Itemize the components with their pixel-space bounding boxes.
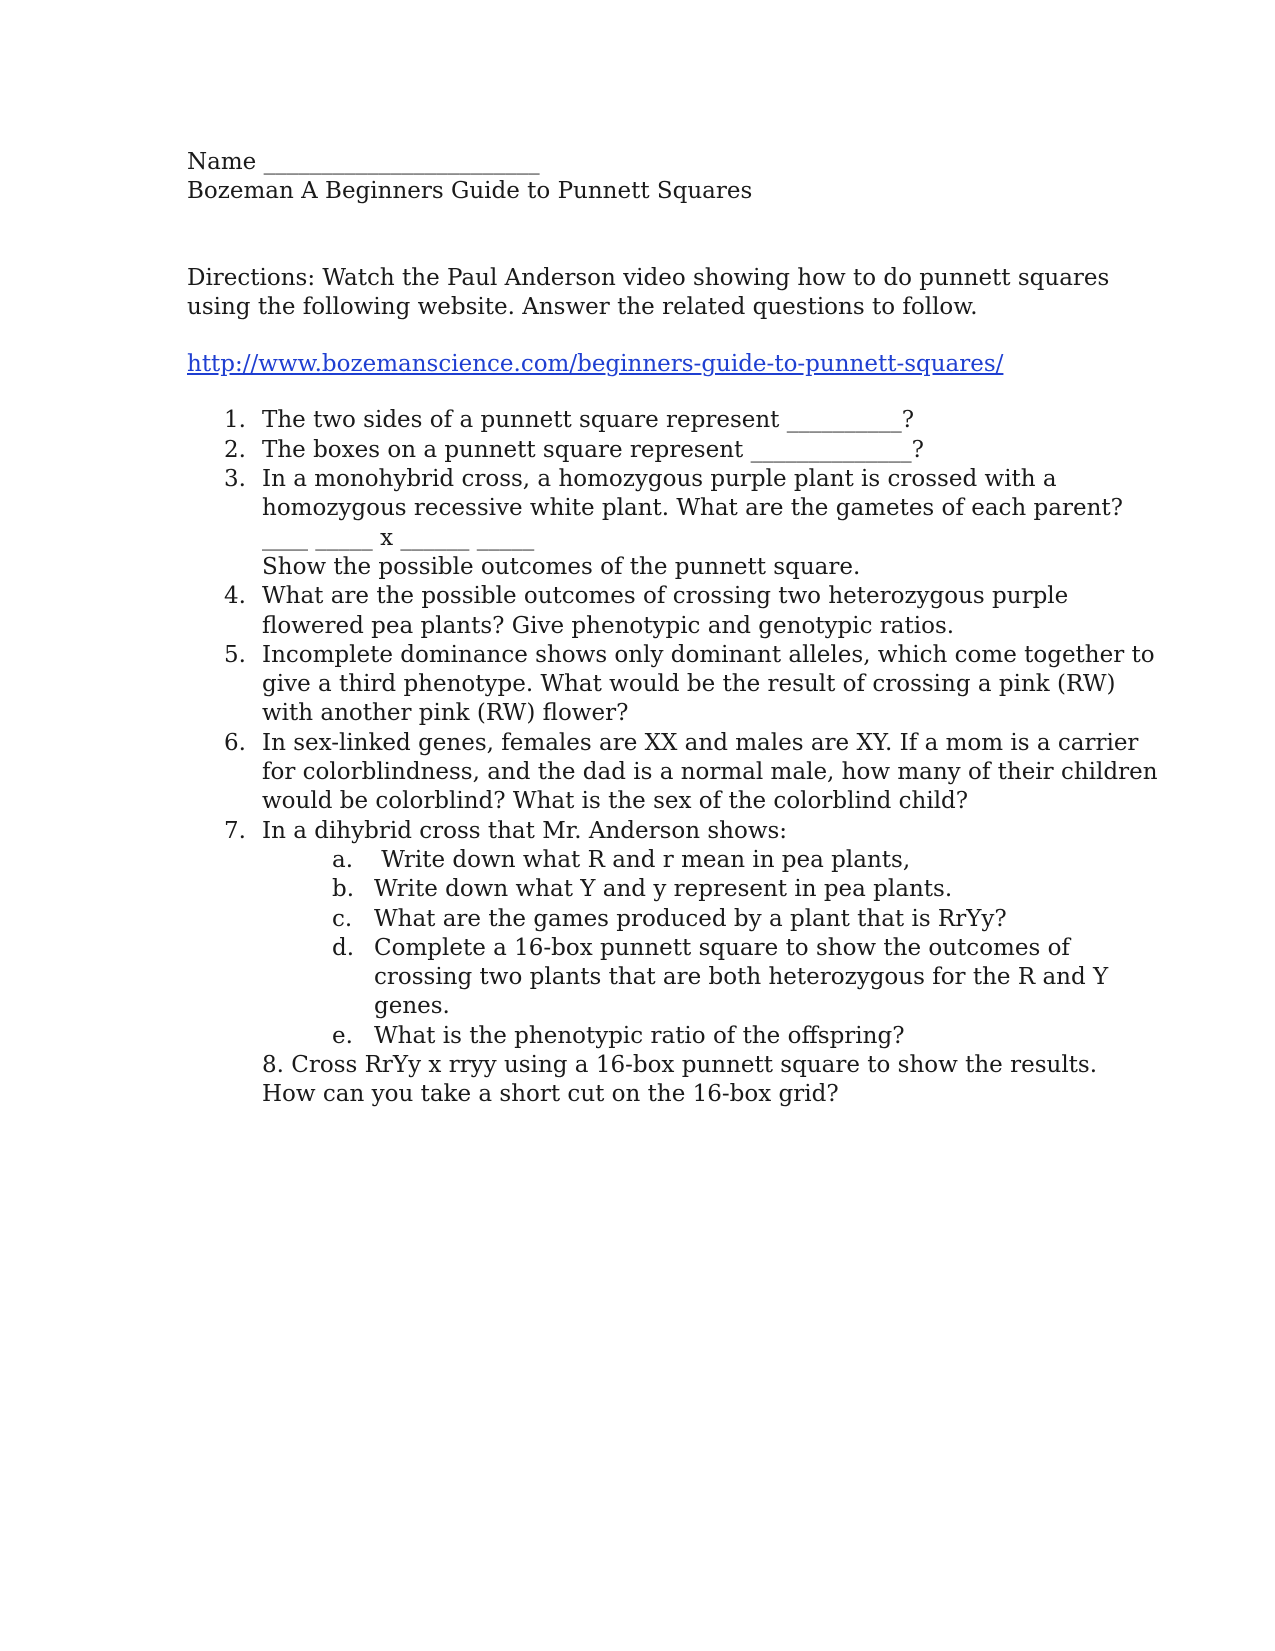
directions-line-2: using the following website. Answer the related questions to follow. <box>187 293 978 320</box>
question-line: 8. Cross RrYy x rryy using a 16-box punnett square to show the results. <box>262 1052 1098 1079</box>
question-3 <box>187 465 1123 582</box>
question-line: In a monohybrid cross, a homozygous purple plant is crossed with a <box>262 466 1057 493</box>
question-line: would be colorblind? What is the sex of the colorblind child? <box>262 788 969 815</box>
question-line: What are the possible outcomes of crossing two heterozygous purple <box>262 583 1069 610</box>
worksheet-header <box>187 148 1087 207</box>
directions-line-1: Directions: Watch the Paul Anderson video showing how to do punnett squares <box>187 264 1110 291</box>
sub-question-line: Write down what Y and y represent in pea plants. <box>374 876 953 903</box>
question-7e <box>332 1022 1087 1051</box>
worksheet-page <box>187 148 1158 1110</box>
sub-question-line: What are the games produced by a plant that is RrYy? <box>374 905 1007 932</box>
sub-question-letter: b. <box>332 876 355 903</box>
directions-paragraph <box>187 264 1110 323</box>
question-number: 2. <box>224 436 246 463</box>
question-number: 6. <box>224 729 246 756</box>
question-line: Incomplete dominance shows only dominant alleles, which come together to <box>262 641 1155 668</box>
question-text <box>262 817 1087 846</box>
question-line: The two sides of a punnett square represent __________? <box>262 407 915 434</box>
question-text <box>262 582 1087 641</box>
question-text <box>262 729 1158 817</box>
question-line: flowered pea plants? Give phenotypic and genotypic ratios. <box>262 612 955 639</box>
sub-question-letter: e. <box>332 1022 353 1049</box>
question-line: for colorblindness, and the dad is a normal male, how many of their children <box>262 759 1158 786</box>
question-7a <box>332 846 1087 875</box>
sub-question-line: crossing two plants that are both heterozygous for the R and Y <box>374 964 1109 991</box>
sub-question-text <box>374 875 1087 904</box>
question-number: 3. <box>224 466 246 493</box>
question-number: 7. <box>224 817 246 844</box>
question-line: with another pink (RW) flower? <box>262 700 629 727</box>
sub-question-text <box>374 846 1087 875</box>
question-text <box>262 641 1155 729</box>
sub-question-line: genes. <box>374 993 450 1020</box>
question-line: The boxes on a punnett square represent ______________? <box>262 436 924 463</box>
question-text <box>262 436 1087 465</box>
sub-question-letter: d. <box>332 934 355 961</box>
question-line: give a third phenotype. What would be the result of crossing a pink (RW) <box>262 671 1116 698</box>
sub-question-line: Write down what R and r mean in pea plants, <box>374 846 911 873</box>
question-line: In sex-linked genes, females are XX and males are XY. If a mom is a carrier <box>262 729 1139 756</box>
sub-question-letter: a. <box>332 846 354 873</box>
question-line: How can you take a short cut on the 16-box grid? <box>262 1081 839 1108</box>
video-link-line <box>187 350 1087 379</box>
question-1 <box>187 406 1087 435</box>
question-7c <box>332 905 1087 934</box>
worksheet-title: Bozeman A Beginners Guide to Punnett Squares <box>187 178 753 205</box>
question-list <box>187 406 1158 1109</box>
gamete-blanks: ____ _____ x ______ _____ <box>262 524 535 551</box>
question-line: In a dihybrid cross that Mr. Anderson shows: <box>262 817 788 844</box>
question-line: homozygous recessive white plant. What are the gametes of each parent? <box>262 495 1123 522</box>
question-text <box>262 465 1123 582</box>
sub-question-text <box>374 934 1108 1022</box>
question-2 <box>187 436 1087 465</box>
question-line: Show the possible outcomes of the punnett square. <box>262 553 861 580</box>
video-link[interactable]: http://www.bozemanscience.com/beginners-guide-to-punnett-squares/ <box>187 351 1004 378</box>
question-8 <box>262 1051 1098 1110</box>
question-text <box>262 406 1087 435</box>
question-6 <box>187 729 1158 817</box>
sub-question-line: What is the phenotypic ratio of the offspring? <box>374 1022 905 1049</box>
question-number: 5. <box>224 641 246 668</box>
question-5 <box>187 641 1155 729</box>
sub-question-line: Complete a 16-box punnett square to show the outcomes of <box>374 934 1070 961</box>
question-4 <box>187 582 1087 641</box>
question-number: 1. <box>224 407 246 434</box>
name-field-label: Name ________________________ <box>187 149 540 175</box>
sub-question-text <box>374 905 1087 934</box>
question-7b <box>332 875 1087 904</box>
question-7d <box>332 934 1109 1022</box>
question-7 <box>187 817 1087 846</box>
sub-question-text <box>374 1022 1087 1051</box>
question-number: 4. <box>224 583 246 610</box>
sub-question-letter: c. <box>332 905 353 932</box>
